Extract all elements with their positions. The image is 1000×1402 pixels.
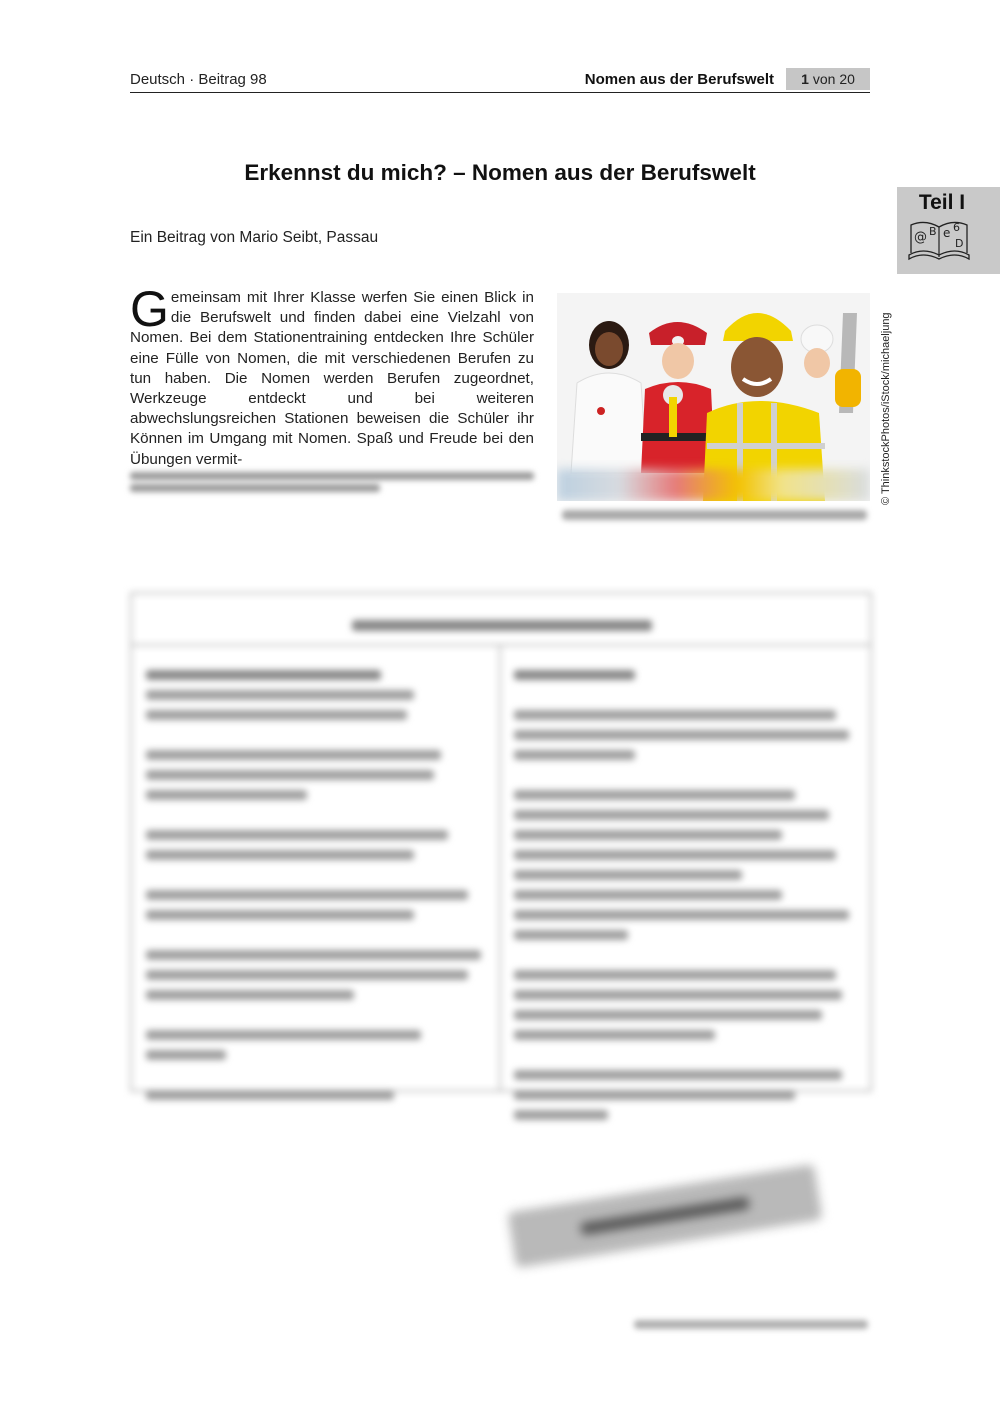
subject-label: Deutsch · Beitrag 98 xyxy=(130,71,267,88)
page-indicator xyxy=(786,68,870,90)
overview-box-divider xyxy=(499,646,501,1090)
book-letters-icon xyxy=(905,217,973,263)
document-title: Erkennst du mich? – Nomen aus der Berufswelt xyxy=(244,160,756,185)
overview-right-column xyxy=(514,660,849,1130)
intro-text: emeinsam mit Ihrer Klasse werfen Sie einen Blick in die Berufswelt und finden dabei eine Vielzahl von Nomen. Bei dem Stationentraining entdecken Ihre Schüler eine Fülle von Nomen, die mit verschiedenen Berufen zu tun haben. Die Nomen werden Berufen zugeordnet, Werkzeuge entdeckt und bei weiteren abwechslungsreichen Stationen beweisen die Schüler ihr Können im Umgang mit Nomen. Spaß und Freude bei den Übungen vermit- xyxy=(130,289,534,468)
page-header xyxy=(130,68,870,93)
photo-blurred-strip xyxy=(557,469,870,501)
stamp-text-blurred xyxy=(580,1197,750,1235)
svg-text:D: D xyxy=(955,237,964,250)
overview-box-title xyxy=(132,594,870,646)
svg-text:6: 6 xyxy=(953,221,960,234)
overview-left-column xyxy=(146,660,481,1110)
photo-credit: © ThinkstockPhotos/iStock/michaeljung xyxy=(880,312,892,505)
svg-text:e: e xyxy=(943,226,951,240)
drop-cap: G xyxy=(130,281,169,337)
section-tab xyxy=(897,187,1000,274)
intro-paragraph xyxy=(130,281,534,470)
photo-caption-blurred xyxy=(562,510,867,520)
overview-box-blurred xyxy=(130,592,872,1092)
svg-text:@: @ xyxy=(914,230,927,245)
svg-text:B: B xyxy=(929,225,937,238)
page-current: 1 xyxy=(801,71,809,87)
page-of: von 20 xyxy=(812,71,855,87)
section-tab-label: Teil I xyxy=(918,191,966,214)
children-professions-photo xyxy=(557,293,870,501)
intro-blurred-continuation xyxy=(130,468,534,492)
materials-cd-stamp-blurred xyxy=(508,1164,823,1268)
header-title: Nomen aus der Berufswelt xyxy=(584,71,774,88)
footer-blurred xyxy=(634,1320,868,1329)
author-byline: Ein Beitrag von Mario Seibt, Passau xyxy=(130,229,379,246)
